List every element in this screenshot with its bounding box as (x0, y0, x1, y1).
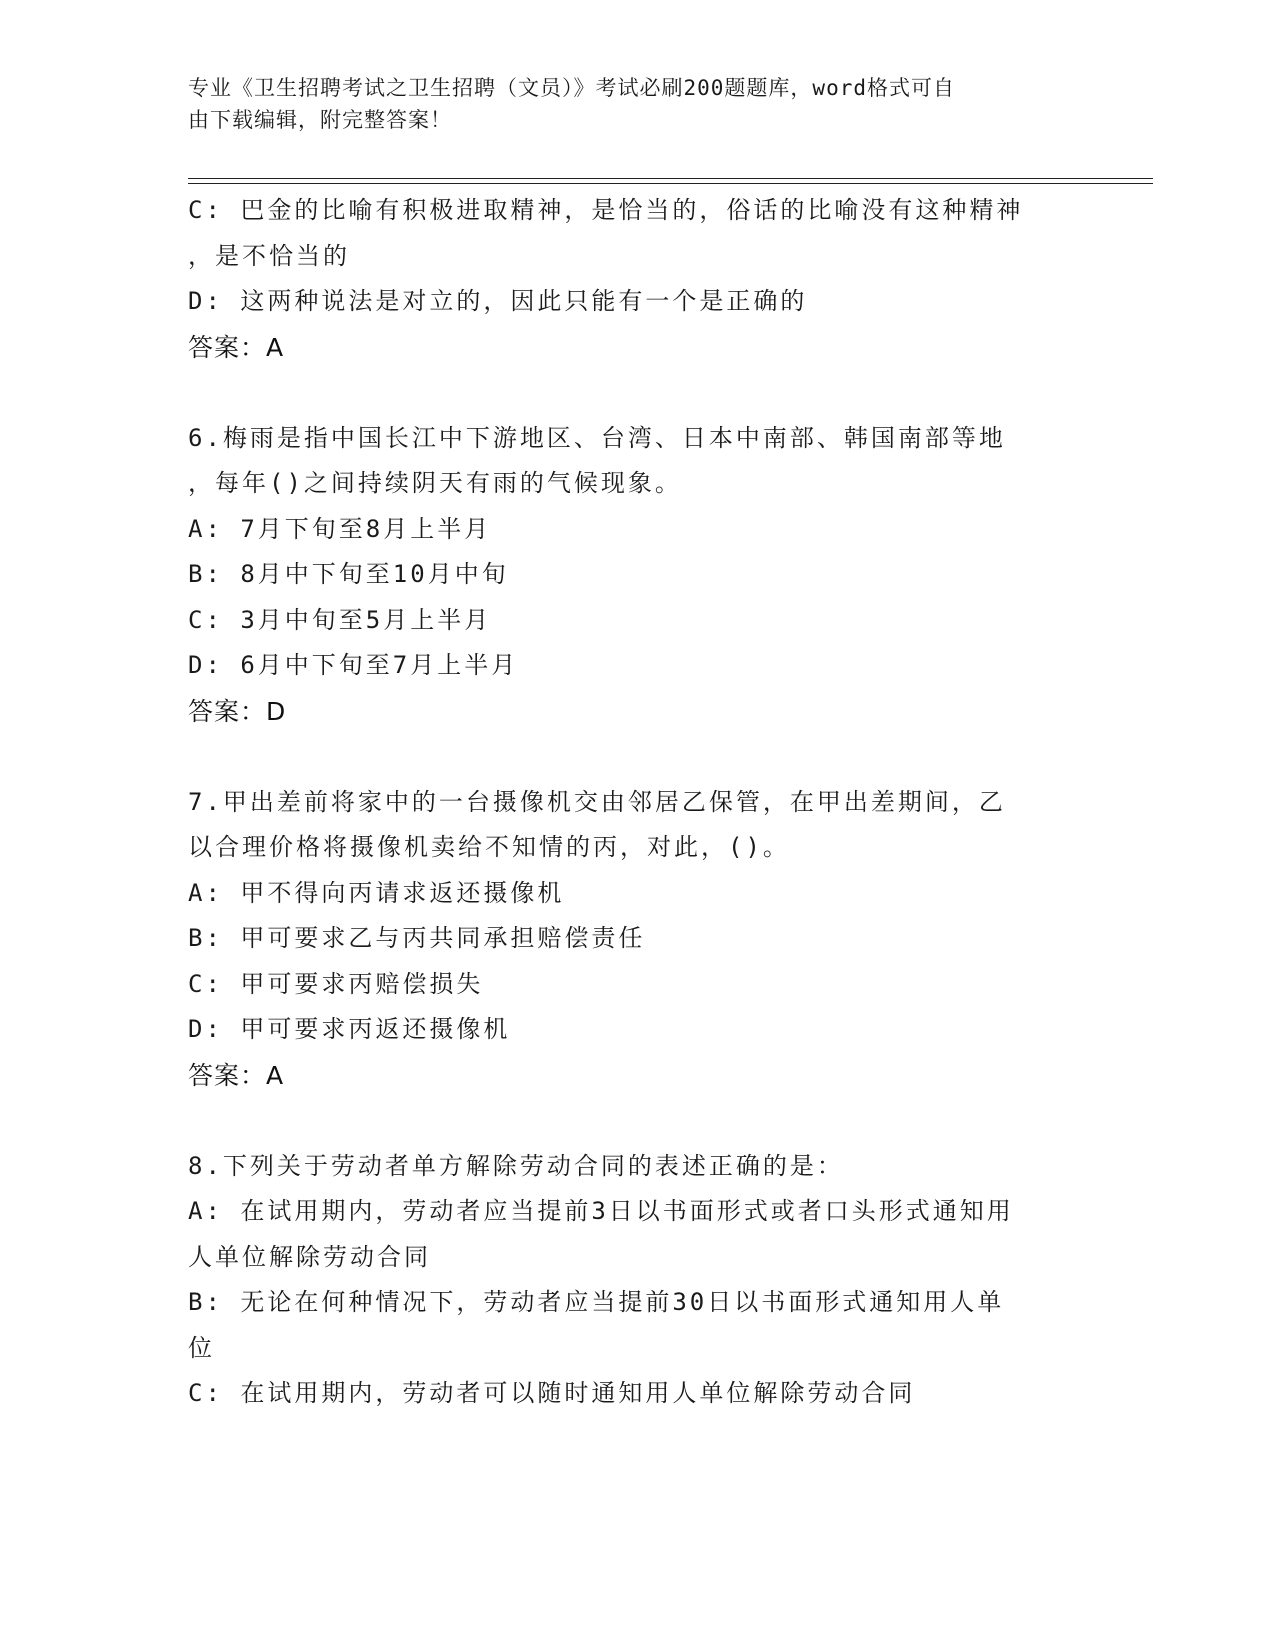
option-a: A: 甲不得向丙请求返还摄像机 (188, 878, 565, 907)
header-line-1: 专业《卫生招聘考试之卫生招聘（文员）》考试必刷200题题库，word格式可自 (188, 76, 955, 100)
question-stem-line: 以合理价格将摄像机卖给不知情的丙，对此，()。 (188, 833, 790, 861)
option-a: A: 7月下旬至8月上半月 (188, 514, 492, 543)
option-b: B: 甲可要求乙与丙共同承担赔偿责任 (188, 924, 646, 952)
option-d: D: 6月中下旬至7月上半月 (188, 651, 519, 679)
spacer (188, 370, 1088, 416)
option-b-continued: 位 (188, 1333, 215, 1362)
question-content (188, 188, 1088, 1417)
question-stem-line: ，每年()之间持续阴天有雨的气候现象。 (188, 469, 682, 497)
question-8 (188, 1144, 1088, 1417)
answer-label: 答案：A (188, 1060, 285, 1090)
question-stem-line: 6.梅雨是指中国长江中下游地区、台湾、日本中南部、韩国南部等地 (188, 423, 1006, 452)
option-c: C: 在试用期内，劳动者可以随时通知用人单位解除劳动合同 (188, 1379, 916, 1407)
option-line: ，是不恰当的 (188, 241, 350, 270)
spacer (188, 1098, 1088, 1144)
spacer (188, 734, 1088, 780)
option-c: C: 3月中旬至5月上半月 (188, 605, 492, 634)
option-line: C: 巴金的比喻有积极进取精神，是恰当的，俗话的比喻没有这种精神 (188, 196, 1024, 224)
answer-label: 答案：A (188, 332, 285, 362)
question-stem-line: 8.下列关于劳动者单方解除劳动合同的表述正确的是： (188, 1151, 844, 1180)
question-5-continuation (188, 188, 1088, 370)
answer-label: 答案：D (188, 696, 287, 726)
option-a: A: 在试用期内，劳动者应当提前3日以书面形式或者口头形式通知用 (188, 1197, 1014, 1225)
header-rule-bottom (188, 183, 1153, 184)
option-d: D: 甲可要求丙返还摄像机 (188, 1015, 511, 1043)
question-7 (188, 780, 1088, 1099)
header-rule-top (188, 178, 1153, 179)
option-a-continued: 人单位解除劳动合同 (188, 1242, 431, 1271)
header-line-2: 由下载编辑，附完整答案！ (188, 108, 452, 132)
option-line: D: 这两种说法是对立的，因此只能有一个是正确的 (188, 287, 808, 315)
option-b: B: 无论在何种情况下，劳动者应当提前30日以书面形式通知用人单 (188, 1288, 1005, 1316)
option-c: C: 甲可要求丙赔偿损失 (188, 969, 484, 998)
question-6 (188, 416, 1088, 735)
question-stem-line: 7.甲出差前将家中的一台摄像机交由邻居乙保管，在甲出差期间，乙 (188, 787, 1006, 816)
document-header (188, 72, 1068, 136)
option-b: B: 8月中下旬至10月中旬 (188, 560, 509, 588)
